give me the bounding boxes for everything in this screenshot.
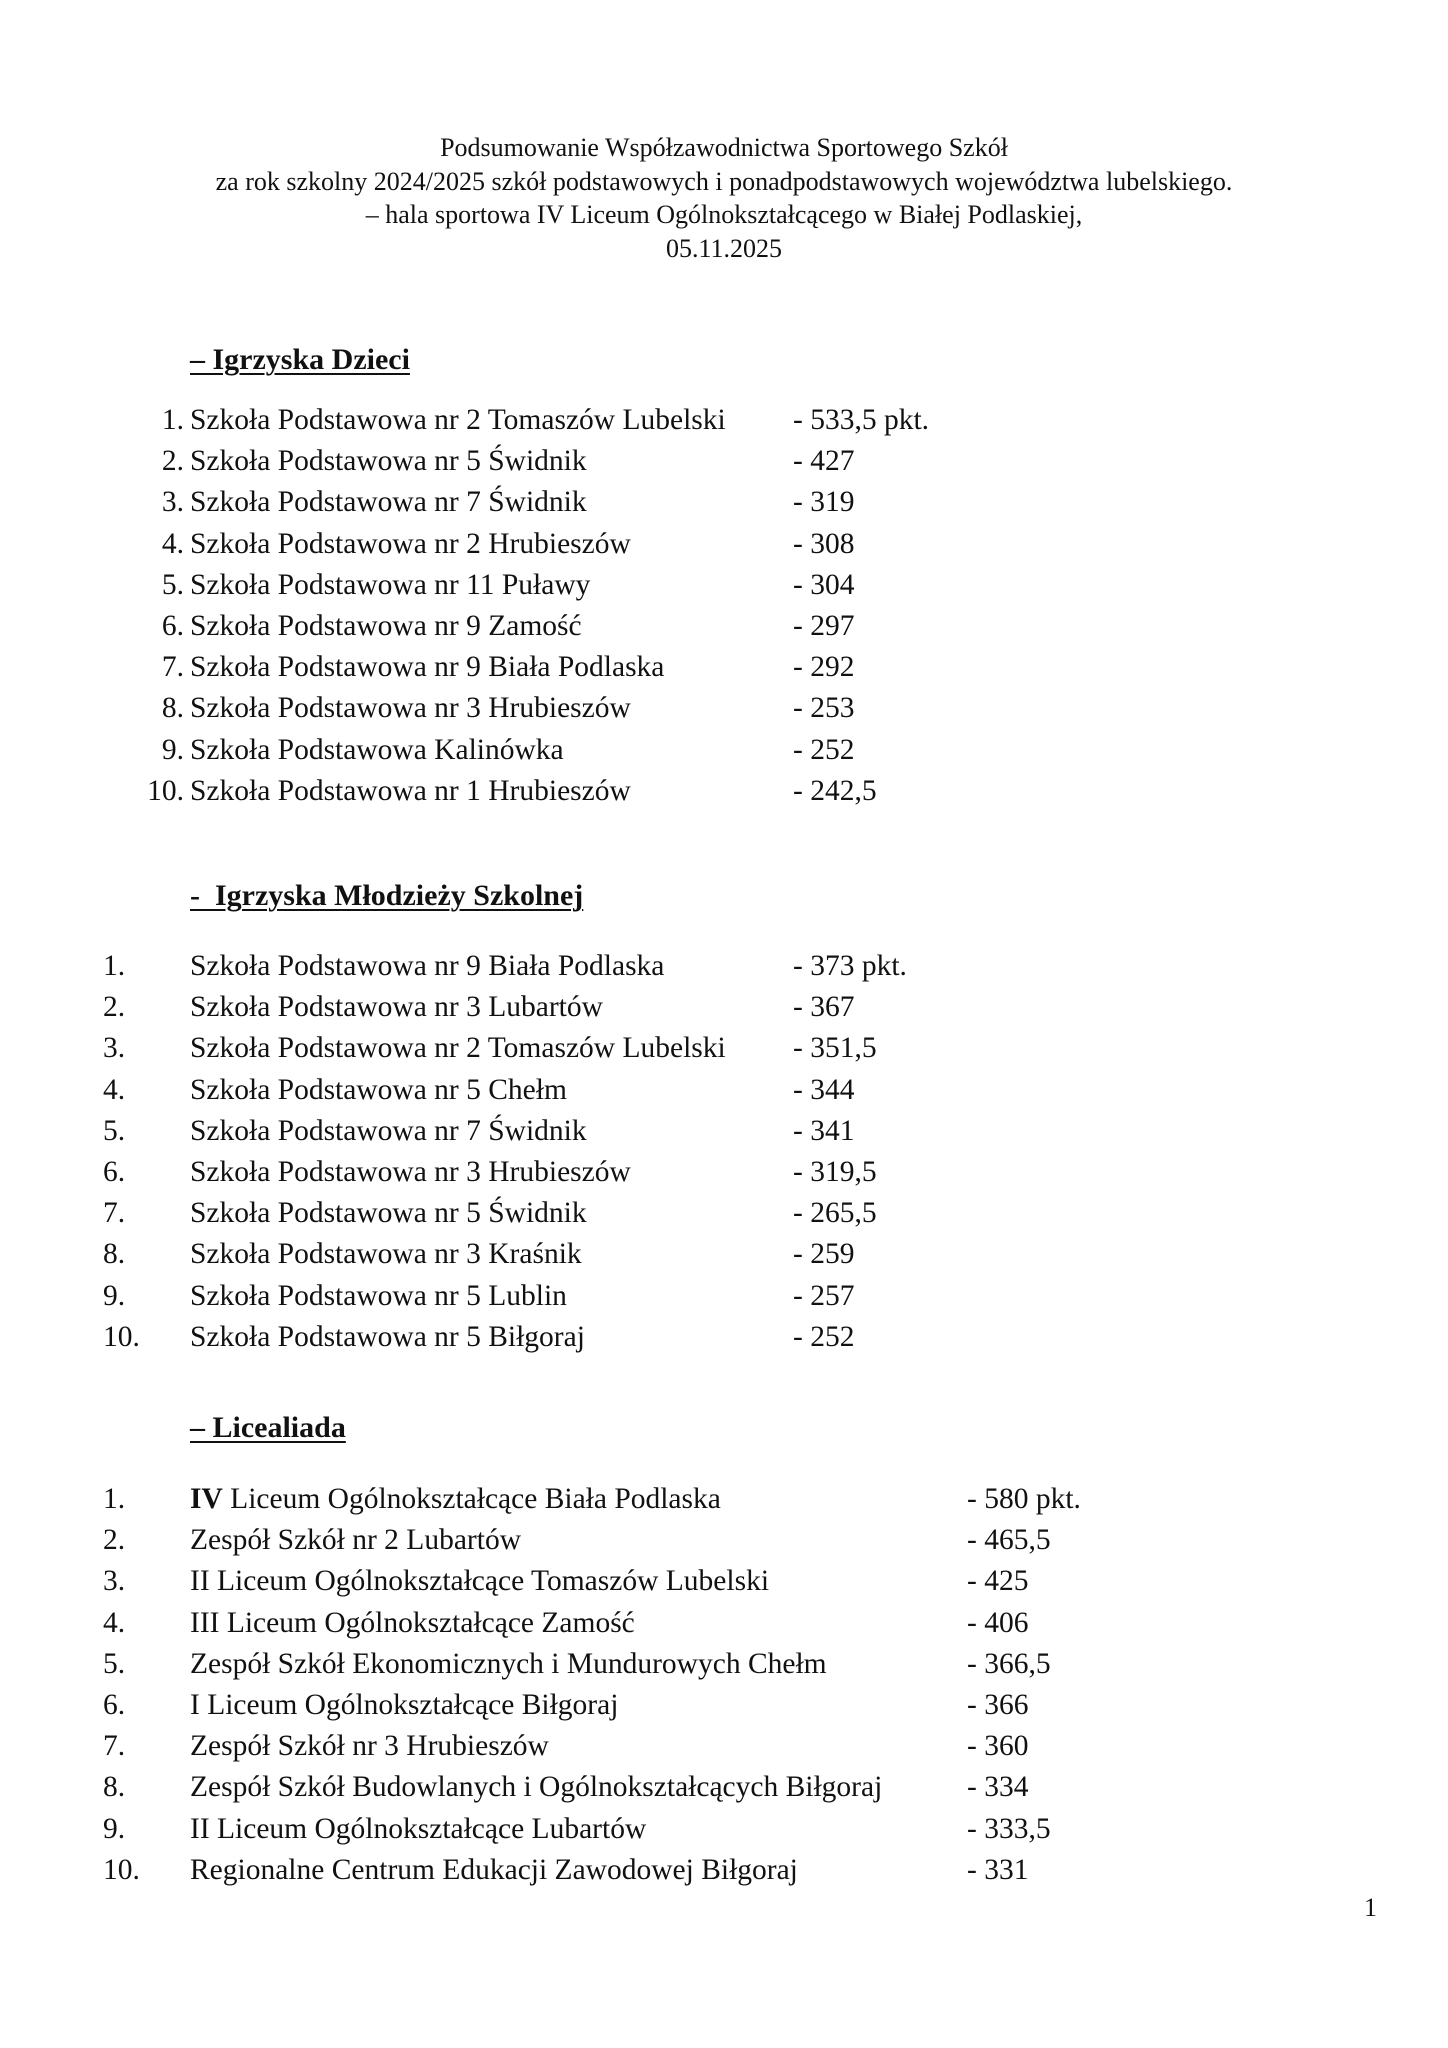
- school-name: Szkoła Podstawowa nr 5 Świdnik: [190, 445, 587, 478]
- ranking-row: [0, 987, 1448, 1028]
- score-points: - 373 pkt.: [793, 950, 907, 982]
- ranking-row: [0, 1767, 1448, 1808]
- score-points: - 344: [793, 1073, 855, 1106]
- school-name: Szkoła Podstawowa nr 2 Tomaszów Lubelski: [190, 404, 726, 436]
- ranking-row: [0, 1234, 1448, 1275]
- rank-number: 1.: [103, 1483, 126, 1515]
- rank-number: 1.: [103, 950, 126, 982]
- score-points: - 253: [793, 692, 855, 725]
- section-heading-licealiada: – Licealiada: [190, 1411, 346, 1444]
- score-points: - 425: [967, 1565, 1029, 1598]
- school-name: II Liceum Ogólnokształcące Lubartów: [190, 1812, 647, 1845]
- score-points: - 331: [967, 1853, 1029, 1886]
- ranking-row: [0, 946, 1448, 987]
- score-points: - 341: [793, 1114, 855, 1147]
- ranking-row: [0, 1850, 1448, 1891]
- score-points: - 533,5 pkt.: [793, 404, 930, 436]
- score-points: - 292: [793, 651, 855, 684]
- score-points: - 465,5: [967, 1524, 1051, 1557]
- school-name: Zespół Szkół Budowlanych i Ogólnokształcących Biłgoraj: [190, 1771, 883, 1804]
- school-name: Szkoła Podstawowa nr 7 Świdnik: [190, 486, 587, 519]
- school-name: Zespół Szkół nr 3 Hrubieszów: [190, 1730, 549, 1763]
- ranking-list-licealiada: [0, 1479, 1448, 1891]
- ranking-row: [0, 1193, 1448, 1234]
- score-points: - 252: [793, 1320, 855, 1353]
- school-name: Szkoła Podstawowa nr 2 Hrubieszów: [190, 527, 631, 560]
- title-line-1: Podsumowanie Współzawodnictwa Sportowego Szkół: [440, 133, 1008, 162]
- score-points: - 367: [793, 991, 855, 1024]
- school-name: Szkoła Podstawowa nr 11 Puławy: [190, 568, 591, 601]
- rank-number: 9.: [103, 1812, 126, 1845]
- school-name: Szkoła Podstawowa nr 3 Hrubieszów: [190, 692, 631, 725]
- school-name: III Liceum Ogólnokształcące Zamość: [190, 1606, 635, 1639]
- rank-number: 4.: [103, 1606, 126, 1639]
- title-date: 05.11.2025: [665, 233, 783, 263]
- school-name: [190, 1479, 721, 1520]
- score-points: - 366,5: [967, 1647, 1051, 1680]
- ranking-row: [0, 1070, 1448, 1111]
- ranking-row: [0, 1479, 1448, 1520]
- school-name: Zespół Szkół Ekonomicznych i Mundurowych Chełm: [190, 1647, 827, 1680]
- rank-number: 2.: [161, 445, 184, 478]
- rank-number: 2.: [103, 991, 126, 1024]
- rank-number: 1.: [161, 404, 184, 436]
- score-points: - 360: [967, 1730, 1029, 1763]
- rank-number: 5.: [103, 1114, 126, 1147]
- school-name: Szkoła Podstawowa nr 1 Hrubieszów: [190, 774, 631, 807]
- rank-number: 4.: [103, 1073, 126, 1106]
- school-name: Szkoła Podstawowa nr 9 Biała Podlaska: [190, 950, 665, 982]
- ranking-row: [0, 606, 1448, 647]
- rank-number: 5.: [103, 1647, 126, 1680]
- rank-number: 7.: [103, 1197, 126, 1230]
- school-name: Zespół Szkół nr 2 Lubartów: [190, 1524, 521, 1557]
- school-name: Szkoła Podstawowa nr 9 Zamość: [190, 609, 582, 642]
- school-name: Szkoła Podstawowa nr 5 Lublin: [190, 1279, 567, 1312]
- title-line-3: – hala sportowa IV Liceum Ogólnokształcącego w Białej Podlaskiej,: [365, 200, 1083, 229]
- document-title: [0, 131, 1448, 265]
- ranking-row: [0, 730, 1448, 771]
- school-name: Szkoła Podstawowa nr 7 Świdnik: [190, 1114, 587, 1147]
- score-points: - 308: [793, 527, 855, 560]
- rank-number: 9.: [103, 1279, 126, 1312]
- ranking-row: [0, 1520, 1448, 1561]
- rank-number: 3.: [103, 1032, 126, 1065]
- ranking-row: [0, 1561, 1448, 1602]
- school-name: Regionalne Centrum Edukacji Zawodowej Biłgoraj: [190, 1853, 798, 1886]
- score-points: - 259: [793, 1238, 855, 1271]
- ranking-row: [0, 1111, 1448, 1152]
- ranking-row: [0, 1809, 1448, 1850]
- school-name: II Liceum Ogólnokształcące Tomaszów Lubelski: [190, 1565, 770, 1598]
- rank-number: 8.: [103, 1771, 126, 1804]
- school-name: Szkoła Podstawowa nr 9 Biała Podlaska: [190, 651, 665, 684]
- rank-number: 7.: [103, 1730, 126, 1763]
- rank-number: 6.: [103, 1155, 126, 1188]
- ranking-row: [0, 1603, 1448, 1644]
- rank-number: 10.: [147, 774, 184, 807]
- rank-number: 8.: [103, 1238, 126, 1271]
- ranking-row: [0, 1276, 1448, 1317]
- school-name: Szkoła Podstawowa nr 3 Lubartów: [190, 991, 603, 1024]
- score-points: - 265,5: [793, 1197, 877, 1230]
- rank-number: 8.: [161, 692, 184, 725]
- ranking-row: [0, 771, 1448, 812]
- score-points: - 427: [793, 445, 855, 478]
- page-number: 1: [1364, 1893, 1377, 1922]
- score-points: - 366: [967, 1688, 1029, 1721]
- rank-number: 9.: [161, 733, 184, 766]
- rank-number: 6.: [103, 1688, 126, 1721]
- score-points: - 333,5: [967, 1812, 1051, 1845]
- score-points: - 406: [967, 1606, 1029, 1639]
- school-name-bold-prefix: IV: [190, 1483, 223, 1515]
- score-points: - 257: [793, 1279, 855, 1312]
- rank-number: 3.: [103, 1565, 126, 1598]
- ranking-row: [0, 524, 1448, 565]
- section-heading-igrzyska-dzieci: – Igrzyska Dzieci: [190, 343, 410, 376]
- school-name: Szkoła Podstawowa nr 5 Świdnik: [190, 1197, 587, 1230]
- rank-number: 7.: [161, 651, 184, 684]
- school-name: Szkoła Podstawowa nr 3 Kraśnik: [190, 1238, 582, 1271]
- school-name: Szkoła Podstawowa nr 5 Chełm: [190, 1073, 567, 1106]
- title-line-2: za rok szkolny 2024/2025 szkół podstawowych i ponadpodstawowych województwa lubelskiego.: [215, 166, 1233, 196]
- score-points: - 304: [793, 568, 855, 601]
- ranking-row: [0, 400, 1448, 441]
- school-name: Szkoła Podstawowa nr 5 Biłgoraj: [190, 1320, 585, 1353]
- rank-number: 3.: [161, 486, 184, 519]
- rank-number: 5.: [161, 568, 184, 601]
- score-points: - 351,5: [793, 1032, 877, 1065]
- ranking-row: [0, 1152, 1448, 1193]
- school-name: I Liceum Ogólnokształcące Biłgoraj: [190, 1688, 619, 1721]
- ranking-row: [0, 647, 1448, 688]
- ranking-list-igrzyska-dzieci: [0, 400, 1448, 812]
- ranking-row: [0, 1644, 1448, 1685]
- ranking-row: [0, 1317, 1448, 1358]
- score-points: - 319: [793, 486, 855, 519]
- ranking-row: [0, 1726, 1448, 1767]
- rank-number: 4.: [161, 527, 184, 560]
- school-name-rest: Liceum Ogólnokształcące Biała Podlaska: [222, 1483, 721, 1515]
- score-points: - 319,5: [793, 1155, 877, 1188]
- ranking-row: [0, 1028, 1448, 1069]
- school-name: Szkoła Podstawowa Kalinówka: [190, 733, 564, 766]
- ranking-row: [0, 688, 1448, 729]
- score-points: - 580 pkt.: [967, 1483, 1081, 1515]
- rank-number: 6.: [161, 609, 184, 642]
- rank-number: 10.: [103, 1853, 140, 1886]
- score-points: - 334: [967, 1771, 1029, 1804]
- school-name: Szkoła Podstawowa nr 2 Tomaszów Lubelski: [190, 1032, 726, 1065]
- ranking-row: [0, 565, 1448, 606]
- school-name: Szkoła Podstawowa nr 3 Hrubieszów: [190, 1155, 631, 1188]
- score-points: - 297: [793, 609, 855, 642]
- ranking-list-igrzyska-mlodziezy: [0, 946, 1448, 1358]
- ranking-row: [0, 441, 1448, 482]
- score-points: - 242,5: [793, 774, 877, 807]
- score-points: - 252: [793, 733, 855, 766]
- rank-number: 10.: [103, 1320, 140, 1353]
- section-heading-igrzyska-mlodziezy: - Igrzyska Młodzieży Szkolnej: [190, 879, 584, 912]
- ranking-row: [0, 482, 1448, 523]
- ranking-row: [0, 1685, 1448, 1726]
- rank-number: 2.: [103, 1524, 126, 1557]
